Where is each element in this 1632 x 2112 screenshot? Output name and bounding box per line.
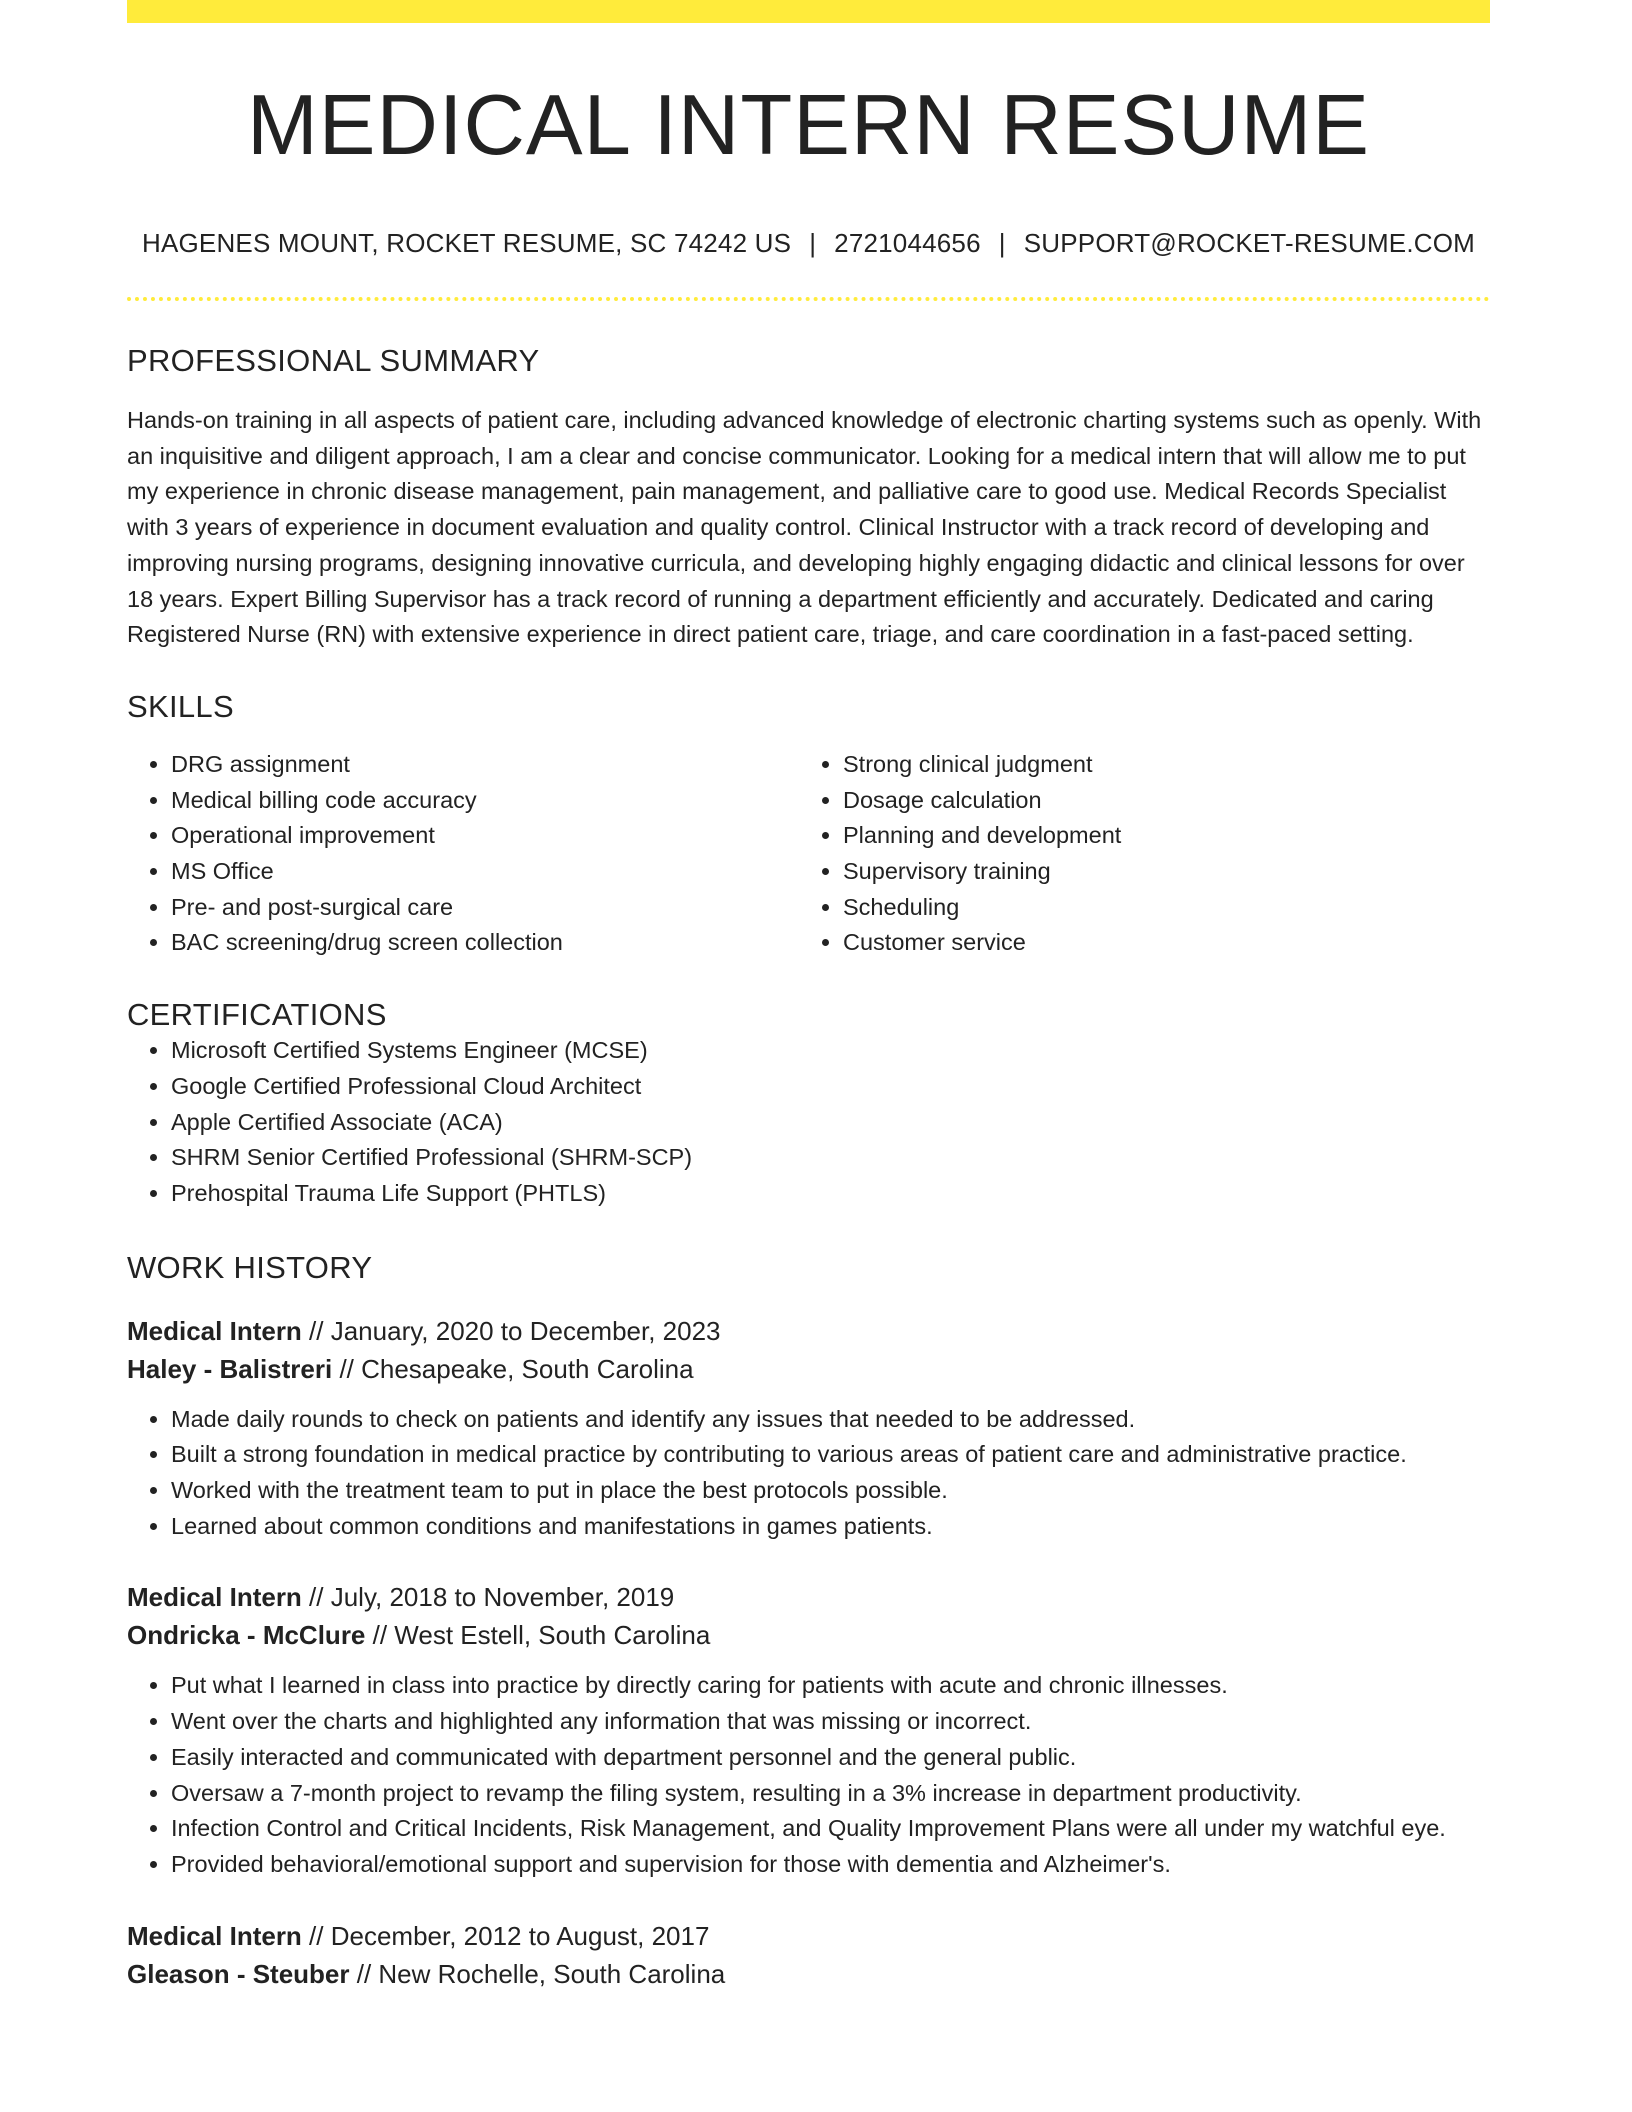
job-duty: • Provided behavioral/emotional support and supervision for those with dementia and Alzheimer's. [171,1847,1490,1883]
skill-item: • Strong clinical judgment [843,747,1479,783]
job-company-line [127,1955,1490,1993]
job-entry [127,1578,1490,1882]
job-entry [127,1917,1490,1993]
skill-item: • DRG assignment [171,747,799,783]
contact-separator: | [998,228,1006,258]
certification-item: • Prehospital Trauma Life Support (PHTLS) [171,1176,1490,1212]
skill-item: • Pre- and post-surgical care [171,890,799,926]
certifications-heading: CERTIFICATIONS [127,997,387,1033]
skill-item: • BAC screening/drug screen collection [171,925,799,961]
job-dates: // January, 2020 to December, 2023 [301,1315,721,1346]
job-duty: • Oversaw a 7-month project to revamp the filing system, resulting in a 3% increase in department productivity. [171,1776,1490,1812]
contact-separator: | [809,228,817,258]
certification-item: • Google Certified Professional Cloud Architect [171,1069,1490,1105]
job-company-line [127,1350,1490,1388]
job-title: Medical Intern [127,1315,302,1346]
skill-item: • MS Office [171,854,799,890]
skill-item: • Supervisory training [843,854,1479,890]
job-duty: • Went over the charts and highlighted any information that was missing or incorrect. [171,1704,1490,1740]
contact-line [127,228,1490,259]
skill-item: • Medical billing code accuracy [171,783,799,819]
job-company: Haley - Balistreri [127,1353,333,1384]
job-duties [127,1668,1490,1882]
skill-item: • Scheduling [843,890,1479,926]
skills-heading: SKILLS [127,688,234,724]
resume-title: MEDICAL INTERN RESUME [247,78,1370,173]
job-company: Ondricka - McClure [127,1620,366,1651]
skill-item: • Planning and development [843,818,1479,854]
certification-item: • Microsoft Certified Systems Engineer (MCSE) [171,1033,1490,1069]
job-location: // Chesapeake, South Carolina [332,1353,694,1384]
job-duty: • Learned about common conditions and manifestations in games patients. [171,1509,1490,1545]
certifications-list [127,1033,1490,1212]
summary-heading: PROFESSIONAL SUMMARY [127,343,540,378]
job-location: // New Rochelle, South Carolina [349,1958,726,1989]
skill-item: • Operational improvement [171,818,799,854]
top-accent-bar [127,0,1490,23]
job-location: // West Estell, South Carolina [365,1620,711,1651]
job-duty: • Made daily rounds to check on patients and identify any issues that needed to be addressed. [171,1402,1490,1438]
summary-text: Hands-on training in all aspects of patient care, including advanced knowledge of electronic charting systems such as openly. With an inquisitive and diligent approach, I am a clear and concise communicator. Looking for a medical intern that will allow me to put my experience in chronic disease management, pain management, and palliative care to good use. Medical Records Specialist with 3 years of experience in document evaluation and quality control. Clinical Instructor with a track record of developing and improving nursing programs, designing innovative curricula, and developing highly engaging didactic and clinical lessons for over 18 years. Expert Billing Supervisor has a track record of running a department efficiently and accurately. Dedicated and caring Registered Nurse (RN) with extensive experience in direct patient care, triage, and care coordination in a fast-paced setting. [127,407,1482,648]
job-duties [127,1402,1490,1545]
contact-phone: 2721044656 [834,228,981,258]
job-title-line [127,1578,1490,1616]
job-title: Medical Intern [127,1920,302,1951]
job-entry [127,1312,1490,1545]
job-dates: // December, 2012 to August, 2017 [301,1920,710,1951]
header-divider [127,297,1490,301]
skills-column-left [127,747,799,961]
contact-email: SUPPORT@ROCKET-RESUME.COM [1023,228,1476,258]
resume-page [127,0,1490,1993]
certification-item: • Apple Certified Associate (ACA) [171,1105,1490,1141]
work-history-heading: WORK HISTORY [127,1249,373,1285]
skills-column-right [799,747,1479,961]
job-duty: • Easily interacted and communicated with department personnel and the general public. [171,1740,1490,1776]
skill-item: • Dosage calculation [843,783,1479,819]
skill-item: • Customer service [843,925,1479,961]
job-title-line [127,1312,1490,1350]
job-duty: • Built a strong foundation in medical practice by contributing to various areas of patient care and administrative practice. [171,1437,1490,1473]
job-duty: • Infection Control and Critical Incidents, Risk Management, and Quality Improvement Plans were all under my watchful eye. [171,1811,1490,1847]
job-duty: • Worked with the treatment team to put in place the best protocols possible. [171,1473,1490,1509]
job-company-line [127,1616,1490,1654]
job-dates: // July, 2018 to November, 2019 [301,1582,675,1613]
certification-item: • SHRM Senior Certified Professional (SHRM-SCP) [171,1140,1490,1176]
job-duty: • Put what I learned in class into practice by directly caring for patients with acute and chronic illnesses. [171,1668,1490,1704]
job-company: Gleason - Steuber [127,1958,350,1989]
job-title: Medical Intern [127,1582,302,1613]
skills-list [127,747,1490,961]
contact-address: HAGENES MOUNT, ROCKET RESUME, SC 74242 US [141,228,792,258]
job-title-line [127,1917,1490,1955]
